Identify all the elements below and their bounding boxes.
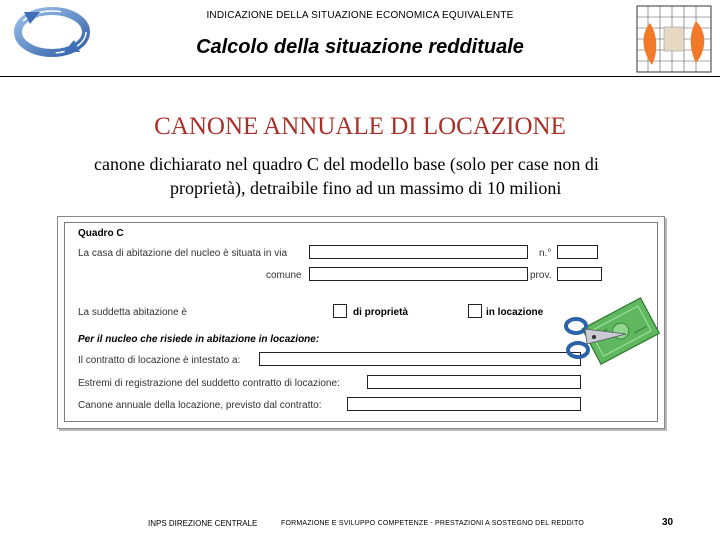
rented-section-label: Per il nucleo che risiede in abitazione in locazione: (78, 334, 320, 345)
page-number: 30 (662, 517, 674, 528)
contract-holder-label: Il contratto di locazione è intestato a: (78, 355, 241, 366)
annual-rent-label: Canone annuale della locazione, previsto dal contratto: (78, 400, 322, 411)
description-line-1: canone dichiarato nel quadro C del modello base (solo per case non di (94, 154, 599, 174)
owned-label: di proprietà (353, 307, 409, 318)
header-divider (0, 76, 720, 77)
number-label: n.° (539, 248, 552, 259)
number-field (557, 245, 598, 259)
description-line-2: proprietà), detraibile fino ad un massimo di 10 milioni (170, 178, 562, 198)
address-field (309, 245, 528, 259)
page-title: Calcolo della situazione reddituale (196, 36, 524, 58)
city-label: comune (266, 270, 302, 281)
footer-organization: INPS DIREZIONE CENTRALE (148, 519, 258, 528)
registration-field (367, 375, 581, 389)
section-description (70, 152, 690, 200)
owned-checkbox (333, 304, 347, 318)
rented-checkbox (468, 304, 482, 318)
annual-rent-field (347, 397, 581, 411)
province-label: prov. (530, 270, 552, 281)
address-label: La casa di abitazione del nucleo è situata in via (78, 248, 288, 259)
footer-department: FORMAZIONE E SVILUPPO COMPETENZE - PRESTAZIONI A SOSTEGNO DEL REDDITO (281, 520, 585, 527)
city-field (309, 267, 528, 281)
rented-label: in locazione (486, 307, 544, 318)
province-field (557, 267, 602, 281)
calendar-document-icon (636, 5, 712, 73)
contract-holder-field (259, 352, 581, 366)
dwelling-label: La suddetta abitazione è (78, 307, 187, 318)
header-supertitle: INDICAZIONE DELLA SITUAZIONE ECONOMICA EQUIVALENTE (206, 10, 514, 21)
form-heading: Quadro C (78, 228, 124, 239)
registration-label: Estremi di registrazione del suddetto contratto di locazione: (78, 378, 340, 389)
section-title: CANONE ANNUALE DI LOCAZIONE (154, 113, 566, 140)
scissors-banknote-icon (560, 296, 666, 376)
